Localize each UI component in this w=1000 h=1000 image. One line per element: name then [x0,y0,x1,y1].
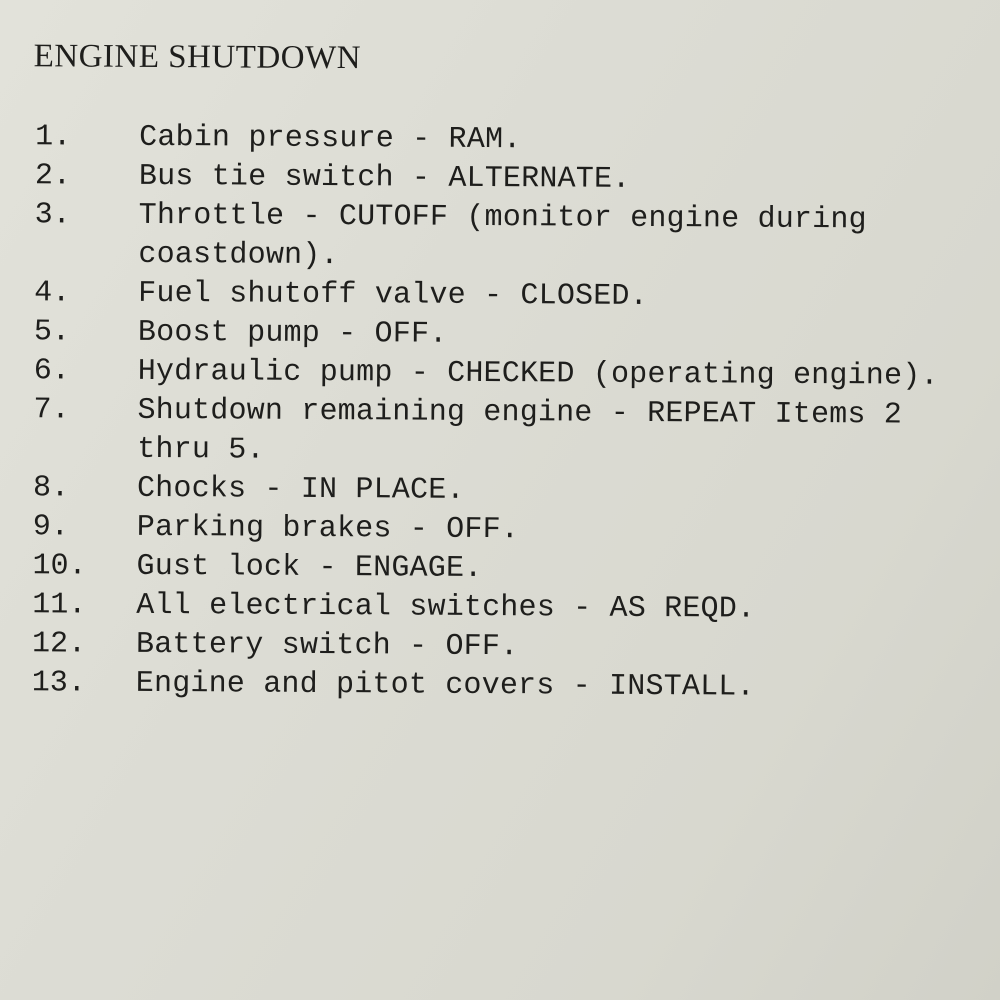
item-number: 7. [33,393,70,428]
item-text: Boost pump - OFF. [137,315,448,352]
checklist-item [0,664,996,709]
item-text: Gust lock - ENGAGE. [136,549,483,586]
item-text: Battery switch - OFF. [135,627,519,665]
checklist-item [0,508,997,553]
checklist-item [0,469,997,514]
item-number: 11. [32,588,87,623]
checklist-item [0,586,996,631]
item-number: 6. [33,354,70,389]
item-text: Shutdown remaining engine - REPEAT Items 2 thru 5. [137,393,903,468]
item-text: Fuel shutoff valve - CLOSED. [138,276,648,314]
item-number: 9. [32,510,69,545]
item-text: Engine and pitot covers - INSTALL. [135,666,755,705]
checklist-item [0,274,998,319]
item-number: 5. [33,315,71,350]
item-text: Throttle - CUTOFF (monitor engine during coastdown). [138,198,867,274]
item-number: 1. [35,120,72,155]
item-number: 12. [31,627,87,662]
item-number: 10. [32,549,87,584]
item-number: 4. [34,276,71,311]
checklist-item [0,157,999,202]
item-text: Hydraulic pump - CHECKED (operating engine). [137,354,939,394]
checklist-item [0,196,999,280]
checklist-item [0,625,996,670]
item-text: Bus tie switch - ALTERNATE. [138,159,631,197]
checklist-item [0,352,998,397]
item-text: Chocks - IN PLACE. [136,471,465,508]
checklist-item [0,313,998,358]
checklist-item [0,547,997,592]
shutdown-checklist [0,118,999,709]
item-number: 3. [34,198,71,233]
section-title: ENGINE SHUTDOWN [33,38,362,77]
item-text: All electrical switches - AS REQD. [136,588,756,627]
checklist-item [0,391,998,475]
item-number: 2. [34,159,72,194]
item-text: Cabin pressure - RAM. [139,120,522,158]
item-text: Parking brakes - OFF. [136,510,520,548]
item-number: 13. [31,666,86,701]
checklist-item [0,118,999,163]
item-number: 8. [32,471,70,506]
